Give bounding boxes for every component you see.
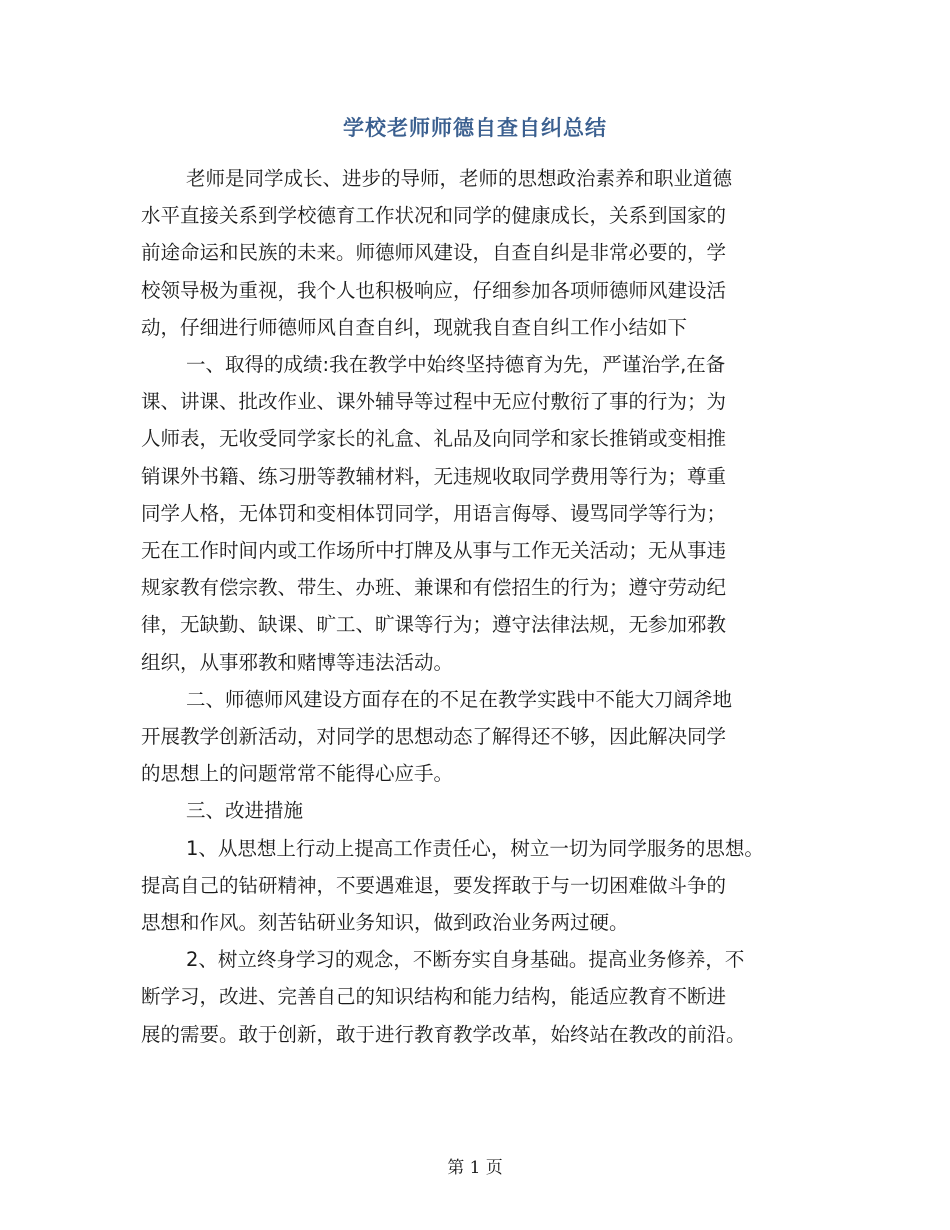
paragraph-intro xyxy=(141,160,831,346)
paragraph-shortcomings xyxy=(141,681,831,793)
text-line: 校领导极为重视，我个人也积极响应，仔细参加各项师德师风建设活 xyxy=(141,278,727,302)
text-line: 2、树立终身学习的观念，不断夯实自身基础。提高业务修养，不 xyxy=(186,948,745,972)
text-line: 动，仔细进行师德师风自查自纠，现就我自查自纠工作小结如下 xyxy=(141,315,688,339)
text-line: 规家教有偿宗教、带生、办班、兼课和有偿招生的行为；遵守劳动纪 xyxy=(141,576,727,600)
text-line: 组织，从事邪教和赌博等违法活动。 xyxy=(141,650,454,674)
text-line: 二、师德师风建设方面存在的不足在教学实践中不能大刀阔斧地 xyxy=(186,687,733,711)
text-line: 无在工作时间内或工作场所中打牌及从事与工作无关活动；无从事违 xyxy=(141,539,727,563)
text-line: 1、从思想上行动上提高工作责任心，树立一切为同学服务的思想。 xyxy=(186,836,764,860)
text-line: 开展教学创新活动，对同学的思想动态了解得还不够，因此解决同学 xyxy=(141,725,727,749)
text-line: 课、讲课、批改作业、课外辅导等过程中无应付敷衍了事的行为；为 xyxy=(141,390,727,414)
text-line: 老师是同学成长、进步的导师，老师的思想政治素养和职业道德 xyxy=(186,167,733,190)
page-number: 第 1 页 xyxy=(447,1158,503,1178)
document-title: 学校老师师德自查自纠总结 xyxy=(343,116,607,140)
text-line: 提高自己的钻研精神，不要遇难退，要发挥敢于与一切困难做斗争的 xyxy=(141,873,727,897)
text-line: 销课外书籍、练习册等教辅材料，无违规收取同学费用等行为；尊重 xyxy=(141,464,727,488)
document-body xyxy=(141,160,831,1053)
paragraph-achievements xyxy=(141,346,831,681)
text-line: 同学人格，无体罚和变相体罚同学，用语言侮辱、谩骂同学等行为； xyxy=(141,501,727,525)
text-line: 断学习，改进、完善自己的知识结构和能力结构，能适应教育不断进 xyxy=(141,985,727,1009)
text-line: 的思想上的问题常常不能得心应手。 xyxy=(141,762,454,786)
section-heading-improvements xyxy=(141,792,831,829)
paragraph-measure-2 xyxy=(141,941,831,1053)
text-line: 水平直接关系到学校德育工作状况和同学的健康成长，关系到国家的 xyxy=(141,204,727,228)
text-line: 一、取得的成绩:我在教学中始终坚持德育为先，严谨治学,在备 xyxy=(186,353,726,377)
text-line: 展的需要。敢于创新，敢于进行教育教学改革，始终站在教改的前沿。 xyxy=(141,1022,746,1046)
text-line: 人师表，无收受同学家长的礼盒、礼品及向同学和家长推销或变相推 xyxy=(141,427,727,451)
text-line: 律，无缺勤、缺课、旷工、旷课等行为；遵守法律法规，无参加邪教 xyxy=(141,613,727,637)
paragraph-measure-1 xyxy=(141,830,831,942)
text-line: 前途命运和民族的未来。师德师风建设，自查自纠是非常必要的，学 xyxy=(141,241,727,265)
text-line: 思想和作风。刻苦钻研业务知识，做到政治业务两过硬。 xyxy=(141,911,629,935)
text-line: 三、改进措施 xyxy=(186,799,304,823)
